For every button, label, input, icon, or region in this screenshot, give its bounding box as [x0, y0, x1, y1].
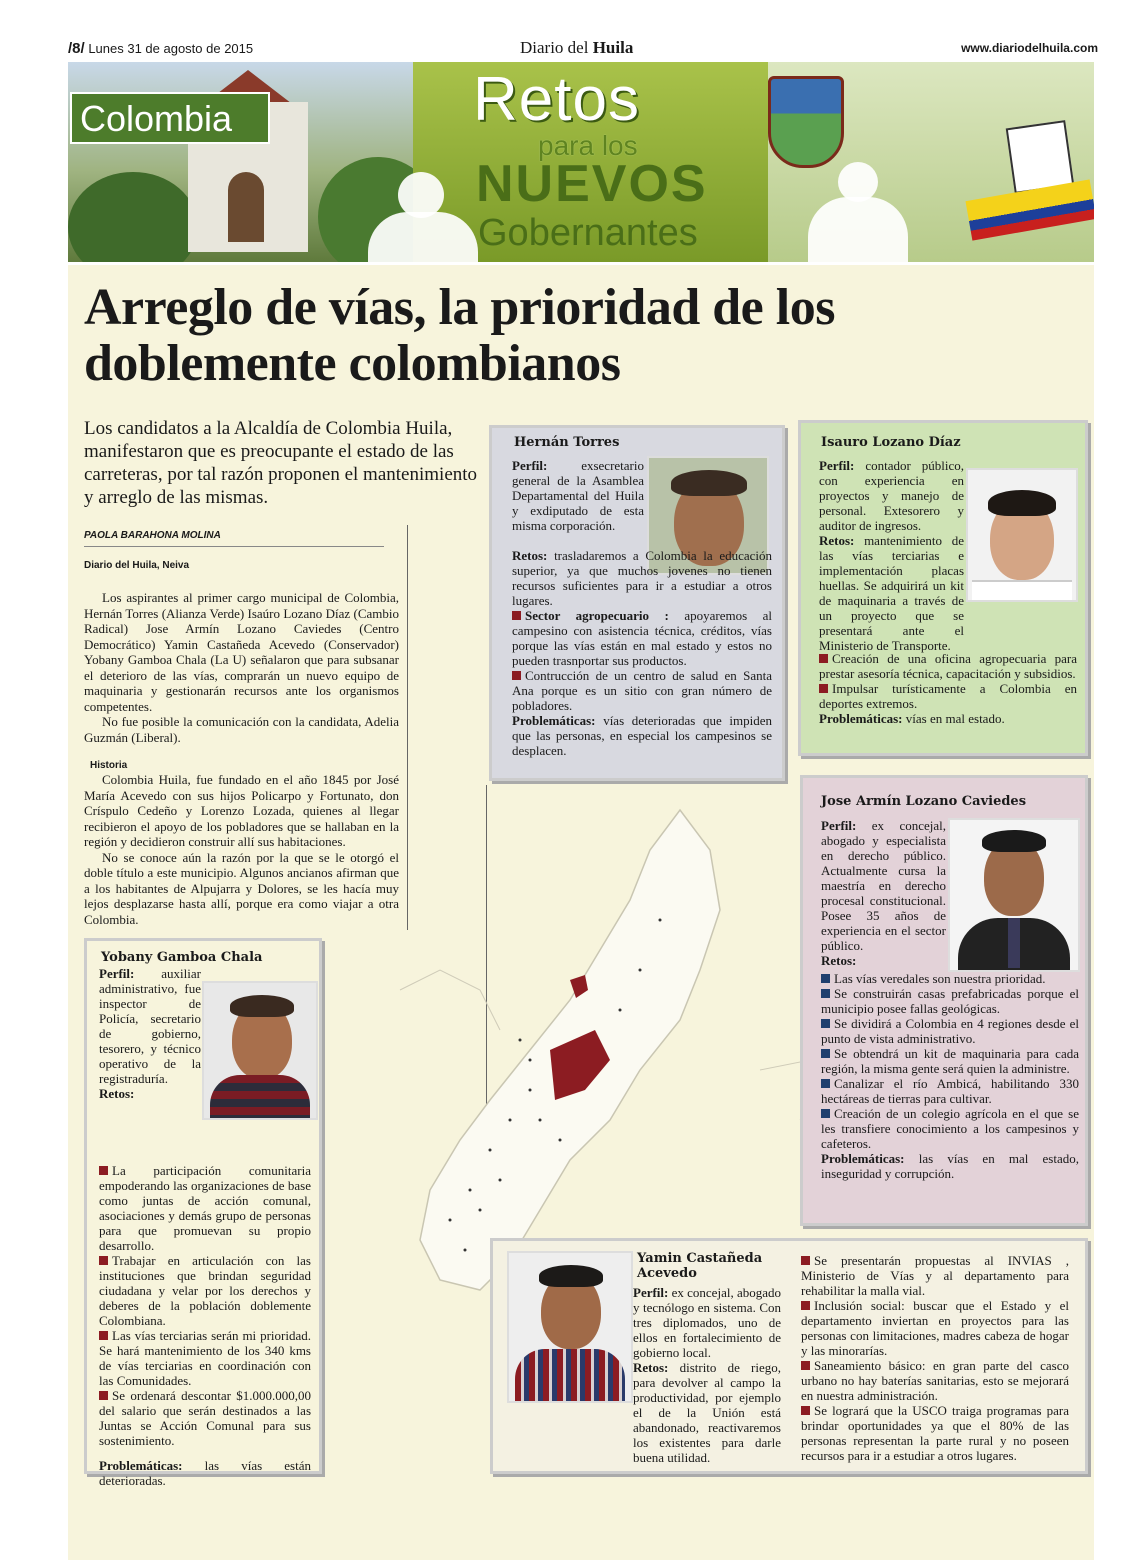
- sector-text: apoyaremos al campesino con asistencia técnica, créditos, vías porque las vías están en mal estado y estos no pueden trasnportar sus productos.: [512, 608, 772, 668]
- problematicas-label: Problemáticas:: [819, 711, 903, 726]
- bullet-icon: [99, 1166, 108, 1175]
- history-paragraph: Colombia Huila, fue fundado en el año 1845 por José María Acevedo con sus hijos Policarpo y Fortunato, don Críspulo Cedeño y Lorenzo Lozada, quienes al llegar recibieron el apoyo de los pobladores que se hallaban en la región y decidieron construir allí sus habitaciones.: [84, 772, 399, 849]
- bullet-icon: [801, 1256, 810, 1265]
- candidate-text: [821, 818, 946, 968]
- bullet-icon: [821, 1049, 830, 1058]
- bullet-icon: [801, 1406, 810, 1415]
- coat-of-arms-icon: [768, 76, 844, 168]
- perfil-text: auxiliar administrativo, fue inspector de Policía, secretario de gobierno, tesorero, y técnico operativo de la registraduría.: [99, 966, 201, 1086]
- section-label: Colombia: [80, 98, 233, 139]
- proposal-text: Las vías terciarias serán mi prioridad. Se hará mantenimiento de los 340 kms de vías terciarias en coordinación con las Comunidades.: [99, 1328, 311, 1388]
- proposal-text: Se obtendrá un kit de maquinaria para cada región, la misma gente será quien la administre.: [821, 1046, 1079, 1076]
- retos-text: distrito de riego, para devolver al campo la productividad, por ejemplo el de la Unión está abandonado, reactivaremos los existentes para darle buena utilidad.: [633, 1360, 781, 1465]
- history-heading: Historia: [90, 760, 128, 771]
- candidate-text: [99, 1163, 311, 1488]
- proposal-text: Canalizar el río Ambicá, habilitando 330 hectáreas de tierras para cultivar.: [821, 1076, 1079, 1106]
- bullet-icon: [821, 989, 830, 998]
- perfil-text: exsecretario general de la Asamblea Departamental del Huila y exdiputado de esta misma corporación.: [512, 458, 644, 533]
- proposal-text: Trabajar en articulación con las instituciones que brindan seguridad ciudadana y velar por los derechos y deberes de la población doblemente Colombiana.: [99, 1253, 311, 1328]
- bullet-icon: [821, 1019, 830, 1028]
- headline: Arreglo de vías, la prioridad de los doblemente colombianos: [84, 279, 835, 392]
- candidate-name: Isauro Lozano Díaz: [821, 435, 961, 450]
- perfil-text: contador público, con experiencia en proyectos y manejo de personal. Extesorero y auditor de ingresos.: [819, 458, 964, 533]
- problematicas-text: vías en mal estado.: [905, 711, 1005, 726]
- section-banner: [68, 62, 1094, 262]
- retos-label: Retos:: [633, 1360, 669, 1375]
- retos-label: Retos:: [99, 1086, 135, 1101]
- candidate-text: [821, 971, 1079, 1181]
- bullet-icon: [821, 1109, 830, 1118]
- perfil-label: Perfil:: [819, 458, 855, 473]
- candidate-photo: [202, 981, 318, 1120]
- bullet-icon: [512, 671, 521, 680]
- retos-label: Retos:: [512, 548, 548, 563]
- retos-label: Retos:: [821, 953, 857, 968]
- bullet-icon: [819, 654, 828, 663]
- page-number: /8/: [68, 40, 85, 57]
- retos-text: mantenimiento de las vías terciarias e implementación placas huellas. Se adquirirá un kit de maquinaria a través de un proyecto que se presentará ante el Ministerio de Transporte.: [819, 533, 964, 653]
- proposal-text: Se ordenará descontar $1.000.000,00 del salario que serán destinados a las Juntas se Acción Comunal para sus sostenimiento.: [99, 1388, 311, 1448]
- problematicas-text: las vías están deterioradas.: [99, 1458, 311, 1488]
- bullet-icon: [821, 974, 830, 983]
- retos-label: Retos:: [819, 533, 855, 548]
- proposal-text: Se dividirá a Colombia en 4 regiones desde el punto de vista administrativo.: [821, 1016, 1079, 1046]
- story-paragraph: No fue posible la comunicación con la candidata, Adelia Guzmán (Liberal).: [84, 714, 399, 745]
- bullet-icon: [801, 1361, 810, 1370]
- bullet-icon: [99, 1256, 108, 1265]
- candidate-box-hernan: [489, 425, 785, 781]
- candidate-name: Yobany Gamboa Chala: [101, 950, 263, 965]
- lead-paragraph: Los candidatos a la Alcaldía de Colombia Huila, manifestaron que es preocupante el estado de las carreteras, por tal razón proponen el mantenimiento y arreglo de las mismas.: [84, 418, 478, 508]
- banner-title-nuevos: NUEVOS: [476, 155, 708, 213]
- issue-date: Lunes 31 de agosto de 2015: [88, 41, 254, 56]
- perfil-label: Perfil:: [99, 966, 135, 981]
- municipality-map: [380, 790, 860, 1310]
- candidate-name: Yamin Castañeda Acevedo: [637, 1251, 763, 1281]
- candidate-name: Hernán Torres: [514, 435, 620, 450]
- candidate-name: Jose Armín Lozano Caviedes: [821, 794, 1027, 809]
- candidate-text: [633, 1285, 781, 1465]
- page-date: [68, 40, 253, 57]
- proposal-text: Creación de un colegio agrícola en el que se les transfiere conocimiento a los campesinos y cafeteros.: [821, 1106, 1079, 1151]
- candidate-text: [512, 458, 644, 533]
- bullet-icon: [99, 1331, 108, 1340]
- perfil-label: Perfil:: [512, 458, 548, 473]
- candidate-box-yobany: [84, 938, 322, 1488]
- proposal-text: Se construirán casas prefabricadas porque el municipio posee fallas geológicas.: [821, 986, 1079, 1016]
- candidate-text: [99, 966, 201, 1101]
- perfil-text: ex concejal, abogado y especialista en derecho público. Actualmente cursa la maestría en derecho procesal constitucional. Posee 35 años de experiencia en el sector público.: [821, 818, 947, 953]
- proposal-text: Las vías veredales son nuestra prioridad.: [834, 971, 1046, 986]
- problematicas-label: Problemáticas:: [512, 713, 596, 728]
- candidate-text: [819, 651, 1077, 726]
- byline: PAOLA BARAHONA MOLINA: [84, 530, 221, 541]
- history-body: [84, 772, 399, 927]
- proposal-text: La participación comunitaria empoderando las organizaciones de base como juntas de acción comunal, asociaciones y demás grupo de personas para que promuevan su propio desarrollo.: [99, 1163, 311, 1253]
- banner-title-retos: Retos: [473, 65, 640, 134]
- newspaper-name: [520, 38, 633, 58]
- bullet-icon: [801, 1301, 810, 1310]
- salud-text: Contrucción de un centro de salud en Santa Ana porque es un sitio con gran número de pobladores.: [512, 668, 772, 713]
- page-header: [68, 38, 1098, 60]
- candidate-photo: [966, 468, 1078, 602]
- bullet-icon: [821, 1079, 830, 1088]
- banner-title-gobernantes: Gobernantes: [478, 212, 698, 254]
- perfil-text: ex concejal, abogado y tecnólogo en sistema. Con tres diplomados, uno de ellos en fortalecimiento de gobierno local.: [633, 1285, 781, 1360]
- proposal-text: Se logrará que la USCO traiga programas para brindar oportunidades ya que el 80% de las personas representan la parte rural y no poseen recursos para ir a estudiar a otros lugares.: [801, 1403, 1069, 1463]
- bullet-icon: [99, 1391, 108, 1400]
- candidate-photo: [507, 1251, 633, 1403]
- perfil-label: Perfil:: [633, 1285, 669, 1300]
- bullet-icon: [512, 611, 521, 620]
- candidate-box-armin: [800, 775, 1088, 1226]
- candidate-text: [819, 458, 964, 653]
- candidate-text: [512, 548, 772, 758]
- bullet-icon: [819, 684, 828, 693]
- candidate-photo: [948, 818, 1080, 972]
- candidate-box-yamin: [490, 1238, 1088, 1474]
- sector-label: Sector agropecuario :: [525, 608, 669, 623]
- retos-text: trasladaremos a Colombia la educación superior, ya que muchos jovenes no tienen recursos suficientes para ir a estudiar a otros lugares.: [512, 548, 773, 608]
- candidate-text: [801, 1253, 1069, 1463]
- story-paragraph: Los aspirantes al primer cargo municipal de Colombia, Hernán Torres (Alianza Verde) Isaúro Lozano Díaz (Cambio Radical) Jose Armín Lozano Caviedes (Centro Democrático) Yamin Castañeda Acevedo (Conservador) Yobany Gamboa Chala (La U) señalaron que para subsanar el deterioro de las vías, comprarán un nuevo equipo de maquinaria y gestionarán recursos ante los organismos competentes.: [84, 590, 399, 714]
- byline-rule: [84, 546, 384, 547]
- problematicas-label: Problemáticas:: [821, 1151, 905, 1166]
- source-line: Diario del Huila, Neiva: [84, 560, 190, 571]
- candidate-box-isauro: [798, 420, 1088, 756]
- history-paragraph: No se conoce aún la razón por la que se le otorgó el doble título a este municipio. Algunos ancianos afirman que a los habitantes de Alpujarra y Dolores, se les hacía muy lejos desplazarse hasta allí, porque era como viajar a otra Colombia.: [84, 849, 399, 927]
- proposal-text: Inclusión social: buscar que el Estado y el departamento inviertan en proyectos para las personas con limitaciones, madres cabeza de hogar y las minorarías.: [801, 1298, 1069, 1358]
- problematicas-text: vías deterioradas que impiden que las personas, en especial los campesinos se desplacen.: [512, 713, 772, 758]
- proposal-text: Creación de una oficina agropecuaria para prestar asesoría técnica, capacitación y subsidios.: [819, 651, 1077, 681]
- newspaper-name-regular: Diario del: [520, 38, 593, 57]
- problematicas-label: Problemáticas:: [99, 1458, 183, 1473]
- website: www.diariodelhuila.com: [961, 41, 1098, 55]
- proposal-text: Saneamiento básico: en gran parte del casco urbano no hay baterías sanitarias, esto se mejorará en nuestra administración.: [801, 1358, 1069, 1403]
- banner-title-para-los: para los: [538, 130, 638, 161]
- proposal-text: Se presentarán propuestas al INVIAS , Ministerio de Vías y al departamento para rehabilitar la malla vial.: [801, 1253, 1069, 1298]
- perfil-label: Perfil:: [821, 818, 857, 833]
- proposal-text: Impulsar turísticamente a Colombia en deportes extremos.: [819, 681, 1077, 711]
- story-body: [84, 590, 399, 745]
- newspaper-name-bold: Huila: [592, 38, 634, 57]
- problematicas-text: las vías en mal estado, inseguridad y corrupción.: [821, 1151, 1079, 1181]
